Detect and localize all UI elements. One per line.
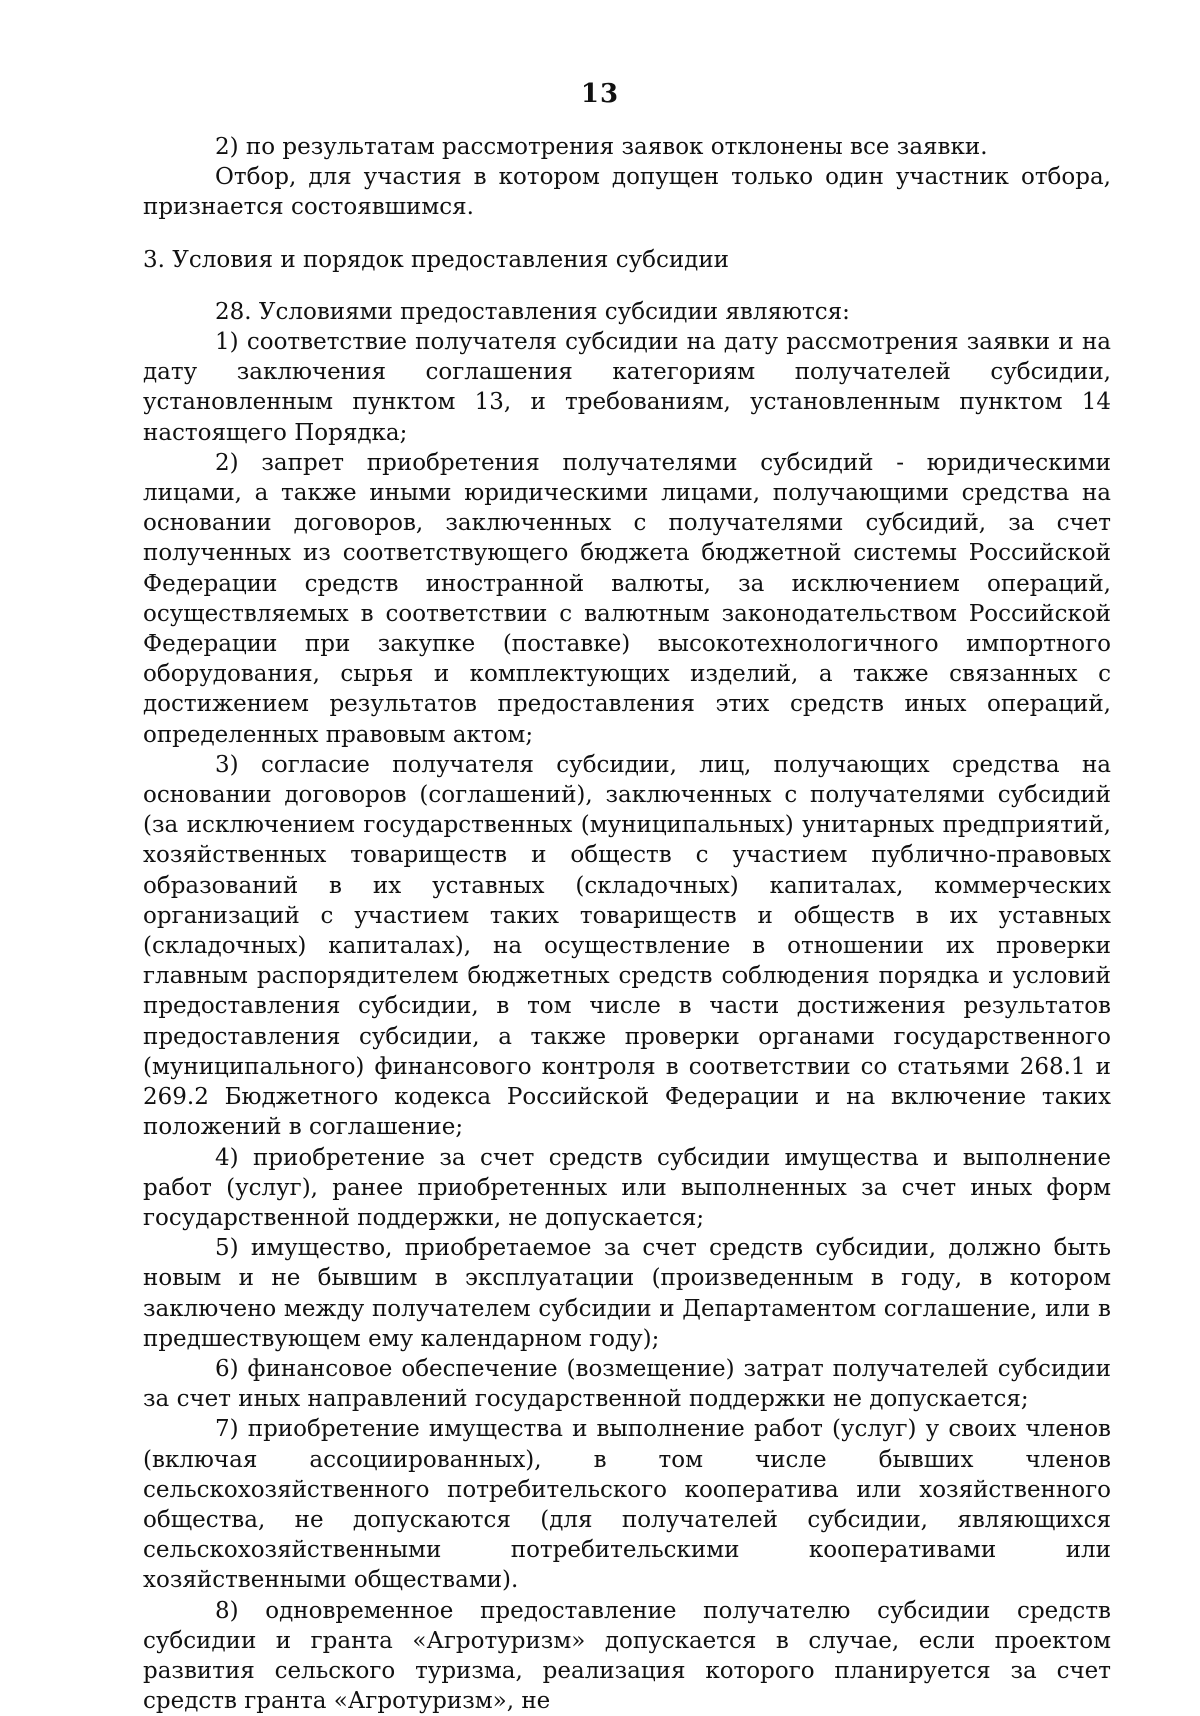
list-item-8: 8) одновременное предоставление получателю субсидии средств субсидии и гранта «Агротуризм» допускается в случае, если проектом развития сельского туризма, реализация которого планируется за счет средств гранта «Агротуризм», не (143, 1597, 1111, 1715)
list-item-2: 2) запрет приобретения получателями субсидий - юридическими лицами, а также иными юридическими лицами, получающими средства на основании договоров, заключенных с получателями субсидий, за счет полученных из соответствующего бюджета бюджетной системы Российской Федерации средств иностранной валюты, за исключением операций, осуществляемых в соответствии с валютным законодательством Российской Федерации при закупке (поставке) высокотехнологичного импортного оборудования, сырья и комплектующих изделий, а также связанных с достижением результатов предоставления этих средств иных операций, определенных правовым актом; (143, 449, 1111, 748)
paragraph-intro-2: 2) по результатам рассмотрения заявок отклонены все заявки. (215, 134, 988, 160)
list-item-5: 5) имущество, приобретаемое за счет средств субсидии, должно быть новым и не бывшим в эксплуатации (произведенным в году, в котором заключено между получателем субсидии и Департаментом соглашение, или в предшествующем ему календарном году); (143, 1235, 1111, 1352)
section-heading: 3. Условия и порядок предоставления субсидии (143, 246, 729, 273)
list-item-1: 1) соответствие получателя субсидии на дату рассмотрения заявки и на дату заключения соглашения категориям получателей субсидии, установленным пунктом 13, и требованиям, установленным пунктом 14 настоящего Порядка; (143, 329, 1111, 446)
document-body (143, 132, 1111, 1716)
paragraph-selection-valid: Отбор, для участия в котором допущен только один участник отбора, признается состоявшимся. (143, 164, 1111, 221)
page-number: 13 (580, 79, 620, 109)
paragraph-28: 28. Условиями предоставления субсидии являются: (215, 298, 850, 325)
list-item-6: 6) финансовое обеспечение (возмещение) затрат получателей субсидии за счет иных направлений государственной поддержки не допускается; (143, 1355, 1111, 1413)
list-item-7: 7) приобретение имущества и выполнение работ (услуг) у своих членов (включая ассоциированных), в том числе бывших членов сельскохозяйственного потребительского кооператива или хозяйственного общества, не допускаются (для получателей субсидии, являющихся сельскохозяйственными потребительскими кооперативами или хозяйственными обществами). (143, 1416, 1111, 1594)
list-item-3: 3) согласие получателя субсидии, лиц, получающих средства на основании договоров (соглашений), заключенных с получателями субсидий (за исключением государственных (муниципальных) унитарных предприятий, хозяйственных товариществ и обществ с участием публично-правовых образований в их уставных (складочных) капиталах, коммерческих организаций с участием таких товариществ и обществ в их уставных (складочных) капиталах), на осуществление в отношении их проверки главным распорядителем бюджетных средств соблюдения порядка и условий предоставления субсидии, в том числе в части достижения результатов предоставления субсидии, а также проверки органами государственного (муниципального) финансового контроля в соответствии со статьями 268.1 и 269.2 Бюджетного кодекса Российской Федерации и на включение таких положений в соглашение; (143, 751, 1111, 1141)
list-item-4: 4) приобретение за счет средств субсидии имущества и выполнение работ (услуг), ранее приобретенных или выполненных за счет иных форм государственной поддержки, не допускается; (143, 1144, 1111, 1231)
